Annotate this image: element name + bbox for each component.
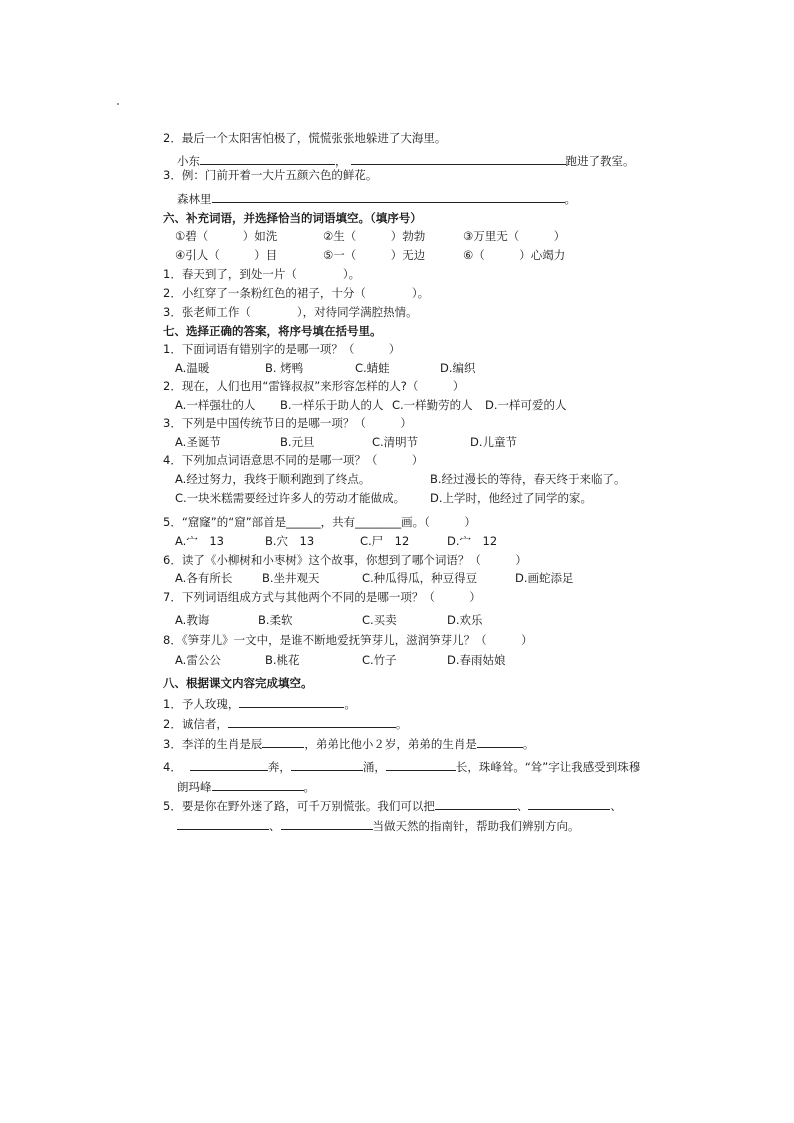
s7-q6: 6．读了《小柳树和小枣树》这个故事，你想到了哪个词语？（ ）: [163, 553, 527, 567]
answer-blank[interactable]: [262, 735, 304, 748]
s5-q2-suffix: 跑进了教室。: [565, 154, 635, 168]
s7-q8-opt-b: B.桃花: [265, 653, 300, 667]
s8-q5-sep: 、: [516, 799, 529, 813]
answer-blank[interactable]: [177, 817, 269, 830]
answer-blank[interactable]: [212, 190, 565, 203]
s7-q1-opt-b: B. 烤鸭: [265, 361, 304, 375]
s6-q2: 2．小红穿了一条粉红色的裙子，十分（ ）。: [163, 286, 430, 300]
s7-q3: 3．下列是中国传统节日的是哪一项？（ ）: [163, 416, 412, 430]
s8-q4-line2-prefix: 朗玛峰: [177, 780, 212, 794]
s7-q8-opt-d: D.春雨姑娘: [447, 653, 506, 667]
s7-q6-opt-c: C.种瓜得瓜，种豆得豆: [362, 571, 478, 585]
s6-word-5: ⑤一（ ）无边: [323, 248, 426, 262]
s7-q4: 4．下列加点词语意思不同的是哪一项？（ ）: [163, 453, 424, 467]
s7-q2-opt-b: B.一样乐于助人的人: [280, 398, 384, 412]
s7-q5-opt-a: A.宀 13: [175, 534, 224, 548]
s8-q3-prefix: 3．李洋的生肖是辰: [163, 737, 263, 751]
s8-q4-prefix: 4．: [163, 760, 182, 774]
s7-q4-opt-c: C.一块米糕需要经过许多人的劳动才能做成。: [175, 491, 406, 505]
s8-q2: [163, 715, 407, 732]
section7-title: 七、选择正确的答案，将序号填在括号里。: [163, 324, 382, 338]
s8-q5-sep: 、: [269, 819, 281, 833]
s7-q7-opt-c: C.买卖: [362, 613, 397, 627]
s8-q5-line2-suffix: 当做天然的指南针，帮助我们辨别方向。: [372, 819, 580, 833]
s8-q5-sep: 、: [610, 799, 622, 813]
s7-q4-opt-a: A.经过努力，我终于顺利跑到了终点。: [175, 472, 371, 486]
s7-q5-opt-d: D.宀 12: [447, 534, 498, 548]
s8-q4-line2-suffix: 。: [303, 780, 315, 794]
s7-q3-opt-d: D.儿童节: [470, 435, 518, 449]
s7-q6-opt-b: B.坐井观天: [262, 571, 320, 585]
s7-q8-opt-c: C.竹子: [362, 653, 397, 667]
s8-q5-text: 5．要是你在野外迷了路，可千万别慌张。我们可以把: [163, 799, 435, 813]
s5-q3-suffix: 。: [564, 192, 576, 206]
answer-blank[interactable]: [386, 758, 456, 771]
s7-q2: 2．现在，人们也用“雷锋叔叔”来形容怎样的人?（ ）: [163, 379, 465, 393]
answer-blank[interactable]: [528, 797, 610, 810]
s8-q4: [163, 758, 640, 775]
s8-q5-line2: [177, 817, 580, 834]
s8-q4-c: 长，珠峰耸。“耸”字让我感受到珠穆: [455, 760, 641, 774]
scan-speck: [117, 103, 119, 105]
answer-blank[interactable]: [212, 778, 304, 791]
s6-word-2: ②生（ ）勃勃: [323, 229, 426, 243]
answer-blank[interactable]: [435, 797, 517, 810]
s7-q8-opt-a: A.雷公公: [175, 653, 221, 667]
s8-q4-line2: [177, 778, 315, 795]
s8-q3-mid: ，弟弟比他小２岁，弟弟的生肖是: [304, 737, 477, 751]
s7-q4-opt-b: B.经过漫长的等待，春天终于来临了。: [430, 472, 626, 486]
s7-q3-opt-b: B.元旦: [280, 435, 315, 449]
s7-q7-opt-b: B.柔软: [258, 613, 293, 627]
s7-q7-opt-a: A.教诲: [175, 613, 210, 627]
s8-q1-prefix: 1．予人玫瑰，: [163, 697, 240, 711]
s7-q5: 5．“窟窿”的“窟”部首是______，共有________画。（ ）: [163, 515, 476, 529]
answer-blank[interactable]: [477, 735, 523, 748]
answer-blank[interactable]: [351, 152, 566, 165]
s6-word-6: ⑥（ ）心竭力: [463, 248, 566, 262]
s7-q7-opt-d: D.欢乐: [447, 613, 483, 627]
s8-q1-suffix: 。: [344, 697, 356, 711]
s6-word-3: ③万里无（ ）: [463, 229, 566, 243]
s5-q3-answer-line: [177, 190, 576, 207]
s6-q3: 3．张老师工作（ ），对待同学满腔热情。: [163, 305, 418, 319]
s5-q3: 3．例：门前开着一大片五颜六色的鲜花。: [163, 168, 378, 182]
s7-q1-opt-d: D.编织: [440, 361, 476, 375]
s6-word-1: ①碧（ ）如洗: [175, 229, 278, 243]
s6-q1: 1．春天到了，到处一片（ ）。: [163, 267, 361, 281]
answer-blank[interactable]: [291, 758, 363, 771]
s8-q4-b: 涌，: [362, 760, 386, 774]
s8-q4-a: 奔，: [267, 760, 291, 774]
answer-blank[interactable]: [200, 152, 335, 165]
s7-q1-opt-c: C.蜻蛙: [355, 361, 390, 375]
s8-q2-suffix: 。: [395, 717, 408, 731]
answer-blank[interactable]: [281, 817, 373, 830]
s5-q2: 2．最后一个太阳害怕极了，慌慌张张地躲进了大海里。: [163, 131, 447, 145]
s8-q3: [163, 735, 534, 752]
s7-q2-opt-d: D.一样可爱的人: [485, 398, 567, 412]
s7-q1-opt-a: A.温暖: [175, 361, 210, 375]
answer-blank[interactable]: [228, 715, 396, 728]
s7-q4-opt-d: D.上学时，他经过了同学的家。: [430, 491, 593, 505]
s7-q8: 8．《笋芽儿》一文中，是谁不断地爱抚笋芽儿，滋润笋芽儿？（ ）: [163, 633, 533, 647]
answer-blank[interactable]: [190, 758, 268, 771]
s7-q3-opt-a: A.圣诞节: [175, 435, 221, 449]
s8-q2-prefix: 2．诚信者，: [163, 717, 228, 731]
answer-blank[interactable]: [239, 695, 344, 708]
s7-q5-opt-c: C.尸 12: [360, 534, 410, 548]
s8-q3-suffix: 。: [522, 737, 535, 751]
s5-q3-prefix: 森林里: [177, 192, 212, 206]
section6-title: 六、补充词语，并选择恰当的词语填空。（填序号）: [163, 211, 422, 225]
s7-q1: 1．下面词语有错别字的是哪一项？（ ）: [163, 342, 401, 356]
s8-q1: [163, 695, 356, 712]
s7-q7: 7．下列词语组成方式与其他两个不同的是哪一项？（ ）: [163, 590, 481, 604]
s7-q6-opt-a: A.各有所长: [175, 571, 233, 585]
s6-word-4: ④引人（ ）目: [175, 248, 278, 262]
s7-q2-opt-a: A.一样强壮的人: [175, 398, 256, 412]
s7-q6-opt-d: D.画蛇添足: [515, 571, 574, 585]
s5-q2-prefix: 小东: [177, 154, 200, 168]
s7-q5-opt-b: B.穴 13: [265, 534, 315, 548]
section8-title: 八、根据课文内容完成填空。: [163, 676, 313, 690]
s5-q2-mid: ，: [335, 154, 347, 168]
s7-q3-opt-c: C.清明节: [372, 435, 419, 449]
s7-q2-opt-c: C.一样勤劳的人: [392, 398, 473, 412]
s8-q5: [163, 797, 622, 814]
